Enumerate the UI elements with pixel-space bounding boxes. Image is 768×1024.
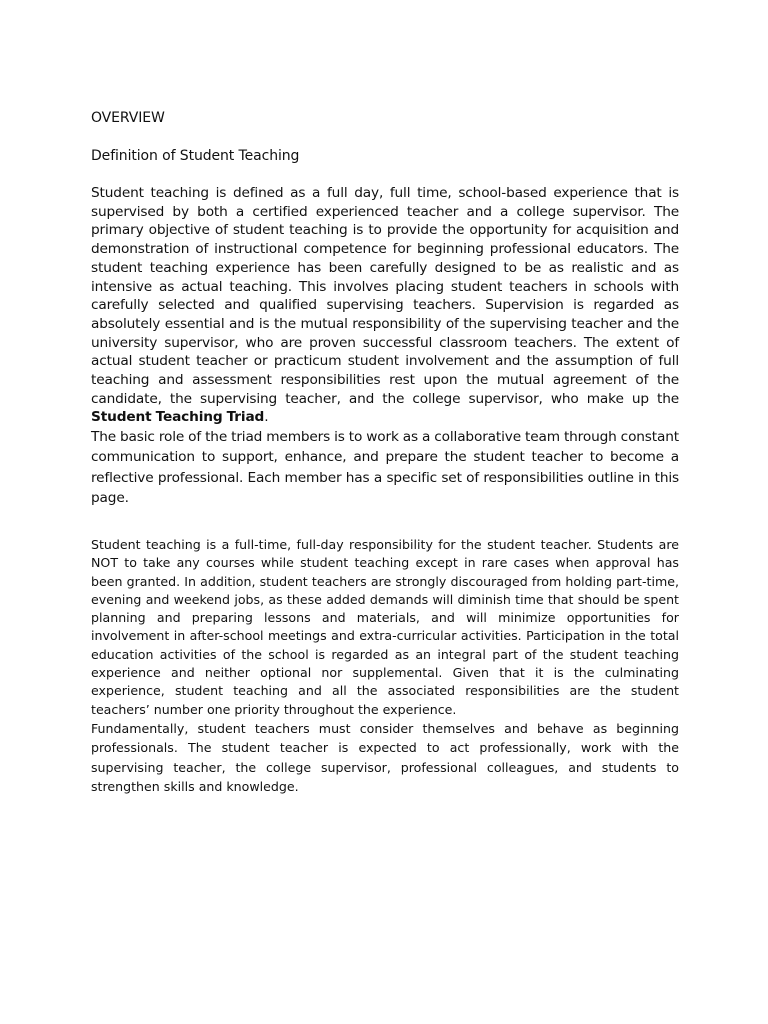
definition-paragraph-end: . xyxy=(264,409,269,426)
definition-paragraph xyxy=(91,184,679,427)
document-page xyxy=(91,108,679,797)
page-heading: OVERVIEW xyxy=(91,110,165,126)
section-subheading: Definition of Student Teaching xyxy=(91,148,300,164)
professionalism-paragraph: Fundamentally, student teachers must consider themselves and behave as beginning professionals. The student teacher is expected to act professionally, work with the supervising teacher, the college supervisor, professional colleagues, and students to strengthen skills and knowledge. xyxy=(91,720,679,795)
responsibility-paragraph: Student teaching is a full-time, full-day responsibility for the student teacher. Students are NOT to take any courses while student teaching except in rare cases when approval has been granted. In addition, student teachers are strongly discouraged from holding part-time, evening and weekend jobs, as these added demands will diminish time that should be spent planning and preparing lessons and materials, and will minimize opportunities for involvement in after-school meetings and extra-curricular activities. Participation in the total education activities of the school is regarded as an integral part of the student teaching experience and neither optional nor supplemental. Given that it is the culminating experience, student teaching and all the associated responsibilities are the student teachers’ number one priority throughout the experience. xyxy=(91,536,679,717)
triad-role-paragraph: The basic role of the triad members is to work as a collaborative team through constant communication to support, enhance, and prepare the student teacher to become a reflective professional. Each member has a specific set of responsibilities outline in this page. xyxy=(91,429,679,506)
definition-paragraph-text: Student teaching is defined as a full day, full time, school-based experience that is supervised by both a certified experienced teacher and a college supervisor. The primary objective of student teaching is to provide the opportunity for acquisition and demonstration of instructional competence for beginning professional educators. The student teaching experience has been carefully designed to be as realistic and as intensive as actual teaching. This involves placing student teachers in schools with carefully selected and qualified supervising teachers. Supervision is regarded as absolutely essential and is the mutual responsibility of the supervising teacher and the university supervisor, who are proven successful classroom teachers. The extent of actual student teacher or practicum student involvement and the assumption of full teaching and assessment responsibilities rest upon the mutual agreement of the candidate, the supervising teacher, and the college supervisor, who make up the xyxy=(91,185,679,407)
student-teaching-triad-term: Student Teaching Triad xyxy=(91,409,265,426)
